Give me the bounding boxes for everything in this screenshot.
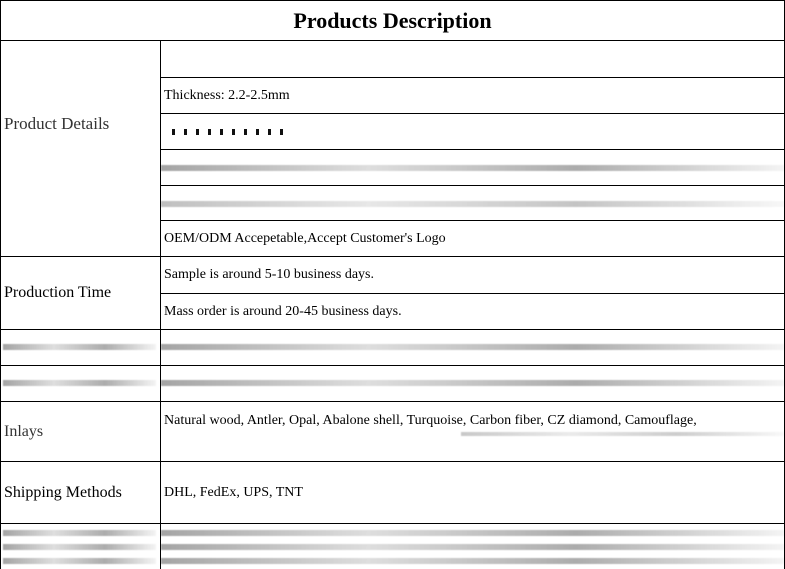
- blurred-line: [3, 530, 156, 536]
- blurred-line: [3, 344, 156, 350]
- blurred-line: [461, 432, 784, 436]
- inlays-label: Inlays: [4, 422, 44, 440]
- inlays-text: Natural wood, Antler, Opal, Abalone shell, Turquoise, Carbon fiber, CZ diamond, Camouflage,: [164, 413, 697, 428]
- label-production-time: [1, 257, 161, 330]
- mark: [208, 129, 211, 135]
- production-time-row-mass: [161, 294, 784, 330]
- mark: [184, 129, 187, 135]
- blurred-line: [3, 544, 156, 550]
- blurred-line: [161, 380, 784, 386]
- shipping-text: DHL, FedEx, UPS, TNT: [164, 484, 303, 500]
- blurred-line: [161, 530, 784, 536]
- product-details-row-blurred-1: [161, 150, 784, 186]
- mark: [172, 129, 175, 135]
- mark: [196, 129, 199, 135]
- dot-marks: [164, 129, 283, 135]
- blurred-line: [161, 544, 784, 550]
- label-shipping-methods: [1, 462, 161, 524]
- shipping-row: [161, 462, 784, 524]
- blurred-row-1: [161, 330, 784, 366]
- mark: [220, 129, 223, 135]
- shipping-methods-label: Shipping Methods: [4, 483, 122, 501]
- label-inlays: [1, 402, 161, 462]
- blurred-line: [161, 165, 784, 171]
- blurred-line: [161, 558, 784, 564]
- production-time-label: Production Time: [4, 284, 112, 302]
- label-blurred-2: [1, 366, 161, 402]
- product-details-label: Product Details: [4, 114, 110, 134]
- label-blurred-3: [1, 524, 161, 569]
- production-time-row-sample: [161, 257, 784, 294]
- product-details-row-blurred-2: [161, 186, 784, 221]
- blurred-line: [3, 380, 156, 386]
- thickness-text: Thickness: 2.2-2.5mm: [164, 87, 290, 103]
- mark: [268, 129, 271, 135]
- product-details-row-empty: [161, 41, 784, 78]
- mark: [244, 129, 247, 135]
- blurred-row-3: [161, 524, 784, 569]
- label-product-details: [1, 41, 161, 257]
- blurred-line: [161, 201, 784, 207]
- oem-text: OEM/ODM Accepetable,Accept Customer's Logo: [164, 230, 446, 246]
- sample-text: Sample is around 5-10 business days.: [164, 267, 374, 282]
- mark: [280, 129, 283, 135]
- table-title: Products Description: [1, 0, 784, 41]
- blurred-line: [3, 558, 156, 564]
- label-blurred-1: [1, 330, 161, 366]
- product-details-row-oem: [161, 221, 784, 257]
- mark: [232, 129, 235, 135]
- inlays-row: [161, 402, 784, 462]
- blurred-row-2: [161, 366, 784, 402]
- blurred-line: [161, 344, 784, 350]
- mass-text: Mass order is around 20-45 business days.: [164, 303, 402, 319]
- product-details-row-thickness: [161, 78, 784, 114]
- mark: [256, 129, 259, 135]
- product-details-row-marks: [161, 114, 784, 150]
